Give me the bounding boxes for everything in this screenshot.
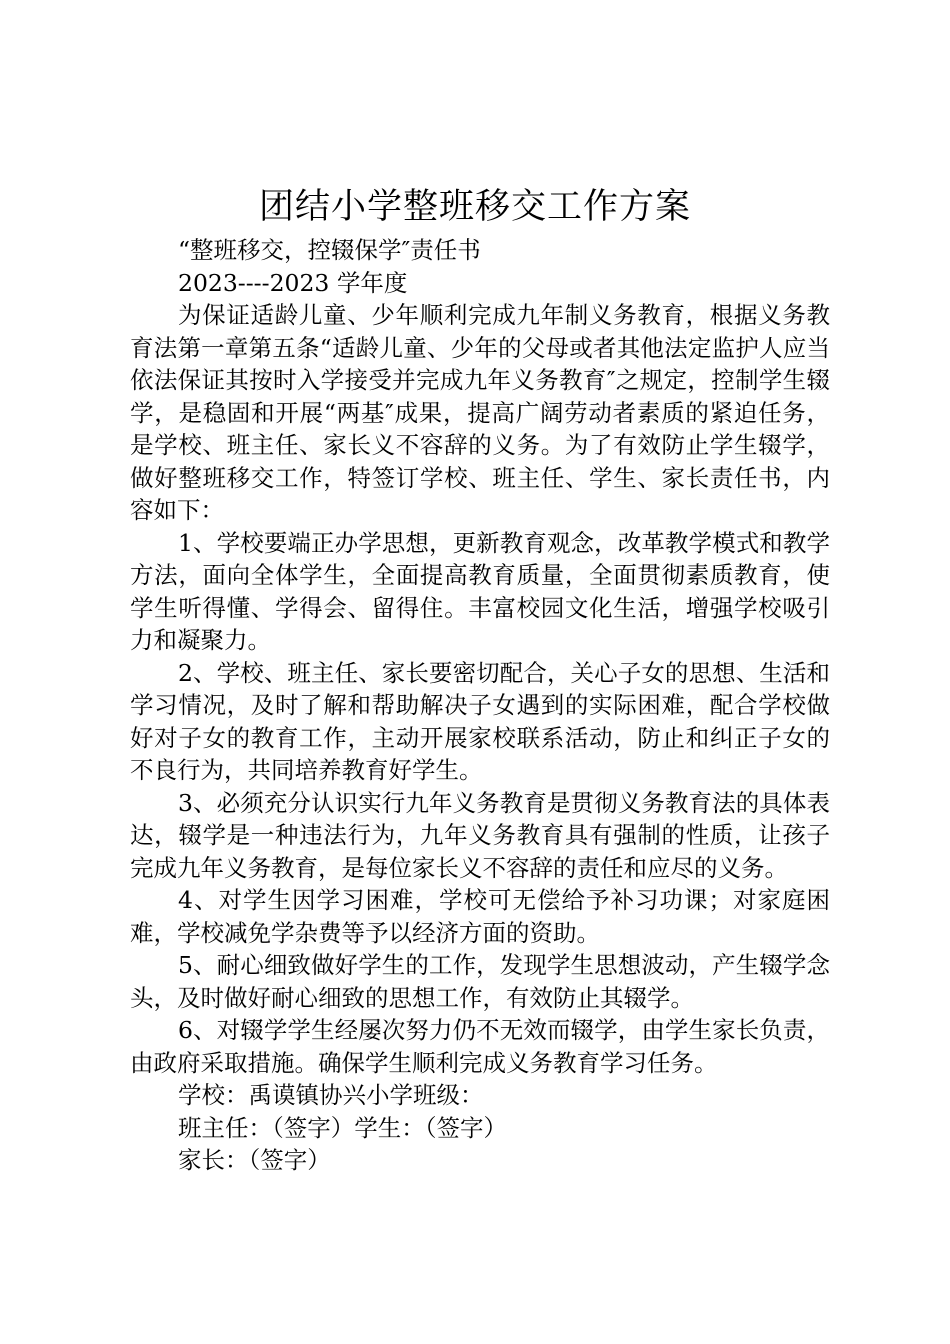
signature-school: 学校：禹谟镇协兴小学班级： [178,1081,484,1109]
item-1: 1、学校要端正办学思想，更新教育观念，改革教学模式和教学方法，面向全体学生，全面提高教育质量，全面贯彻素质教育，使学生听得懂、学得会、留得住。丰富校园文化生活，增强学校吸引力和凝聚力。 [130,528,830,654]
school-year: 2023----2023 学年度 [178,268,408,297]
item-5: 5、耐心细致做好学生的工作，发现学生思想波动，产生辍学念头，及时做好耐心细致的思想工作，有效防止其辍学。 [130,951,830,1012]
document-title: 团结小学整班移交工作方案 [258,187,691,227]
intro-paragraph: 为保证适龄儿童、少年顺利完成九年制义务教育，根据义务教育法第一章第五条“适龄儿童、少年的父母或者其他法定监护人应当依法保证其按时入学接受并完成九年义务教育″之规定，控制学生辍学，是稳固和开展“两基″成果，提高广阔劳动者素质的紧迫任务，是学校、班主任、家长义不容辞的义务。为了有效防止学生辍学，做好整班移交工作，特签订学校、班主任、学生、家长责任书，内容如下： [130,301,830,524]
signature-parent: 家长：（签字） [178,1146,331,1174]
item-2: 2、学校、班主任、家长要密切配合，关心子女的思想、生活和学习情况，及时了解和帮助解决子女遇到的实际困难，配合学校做好对子女的教育工作，主动开展家校联系活动，防止和纠正子女的不良行为，共同培养教育好学生。 [130,658,830,784]
subtitle: “整班移交，控辍保学″责任书 [178,236,481,264]
item-6: 6、对辍学学生经屡次努力仍不无效而辍学，由学生家长负责，由政府采取措施。确保学生顺利完成义务教育学习任务。 [130,1016,830,1077]
item-4: 4、对学生因学习困难，学校可无偿给予补习功课；对家庭困难，学校减免学杂费等予以经济方面的资助。 [130,886,830,947]
signature-teacher-student: 班主任：（签字）学生：（签字） [178,1113,507,1142]
item-3: 3、必须充分认识实行九年义务教育是贯彻义务教育法的具体表达，辍学是一种违法行为，九年义务教育具有强制的性质，让孩子完成九年义务教育，是每位家长义不容辞的责任和应尽的义务。 [130,788,830,882]
document-body [130,234,830,1177]
